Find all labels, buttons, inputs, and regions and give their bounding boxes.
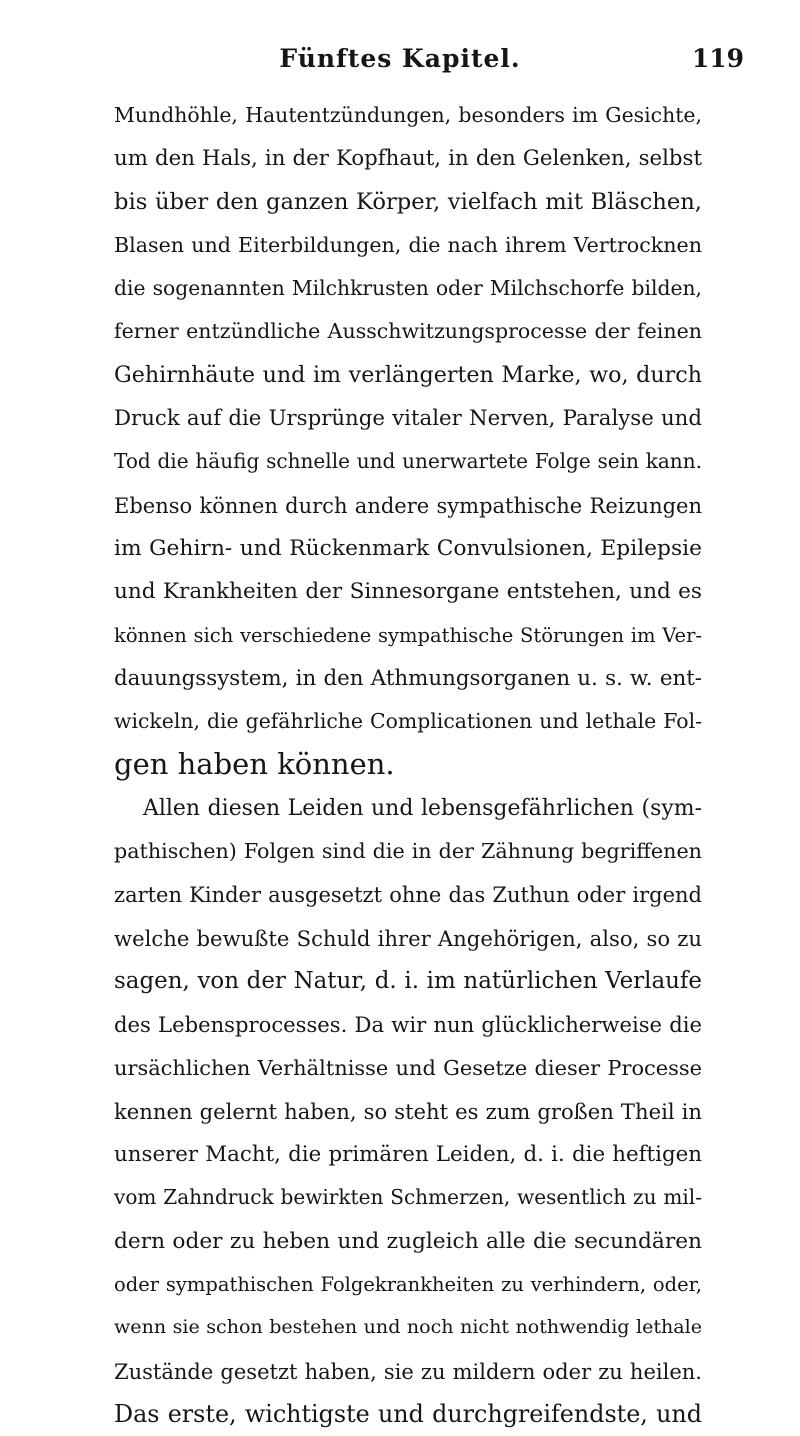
text-line: des Lebensprocesses. Da wir nun glücklicherweise die — [114, 1012, 702, 1038]
text-line: können sich verschiedene sympathische Störungen im Ver- — [114, 623, 702, 647]
text-line: dauungssystem, in den Athmungsorganen u. s. w. ent- — [114, 665, 702, 691]
text-line: Das erste, wichtigste und durchgreifendste, und — [114, 1399, 702, 1428]
text-line: im Gehirn- und Rückenmark Convulsionen, Epilepsie — [114, 535, 702, 561]
text-line: Druck auf die Ursprünge vitaler Nerven, Paralyse und — [114, 406, 702, 432]
text-line: welche bewußte Schuld ihrer Angehörigen, also, so zu — [114, 925, 702, 951]
text-line: vom Zahndruck bewirkten Schmerzen, wesentlich zu mil- — [114, 1185, 702, 1210]
text-line: die sogenannten Milchkrusten oder Milchschorfe bilden, — [114, 276, 702, 301]
paragraph-start-line: Allen diesen Leiden und lebensgefährlichen (sym- — [143, 795, 702, 821]
text-line: kennen gelernt haben, so steht es zum großen Theil in — [114, 1098, 702, 1124]
text-line: Zustände gesetzt haben, sie zu mildern oder zu heilen. — [114, 1358, 702, 1384]
text-line: pathischen) Folgen sind die in der Zähnung begriffenen — [114, 839, 702, 864]
body-text — [114, 94, 702, 1436]
text-line: wenn sie schon bestehen und noch nicht nothwendig lethale — [114, 1316, 702, 1339]
text-line: unserer Macht, die primären Leiden, d. i. die heftigen — [114, 1142, 702, 1168]
text-line: dern oder zu heben und zugleich alle die secundären — [114, 1228, 702, 1254]
text-line: ursächlichen Verhältnisse und Gesetze dieser Processe — [114, 1055, 702, 1080]
text-line: Gehirnhäute und im verlängerten Marke, wo, durch — [114, 361, 702, 388]
text-line: Mundhöhle, Hautentzündungen, besonders im Gesichte, — [114, 103, 702, 127]
running-head: Fünftes Kapitel. — [279, 44, 521, 73]
text-line: wickeln, die gefährliche Complicationen und lethale Fol- — [114, 709, 702, 734]
text-line: oder sympathischen Folgekrankheiten zu verhindern, oder, — [114, 1273, 702, 1297]
text-line: um den Hals, in der Kopfhaut, in den Gelenken, selbst — [114, 146, 702, 172]
text-line: Blasen und Eiterbildungen, die nach ihrem Vertrocknen — [114, 232, 702, 257]
text-line: Ebenso können durch andere sympathische Reizungen — [114, 492, 702, 518]
page-number: 119 — [691, 44, 744, 73]
page-header — [0, 44, 800, 84]
text-line: zarten Kinder ausgesetzt ohne das Zuthun oder irgend — [114, 882, 702, 908]
paragraph-end-line: gen haben können. — [114, 747, 395, 782]
text-line: ferner entzündliche Ausschwitzungsprocesse der feinen — [114, 319, 702, 344]
text-line: sagen, von der Natur, d. i. im natürlichen Verlaufe — [114, 967, 702, 994]
text-line: Tod die häufig schnelle und unerwartete Folge sein kann. — [114, 449, 702, 474]
text-line: und Krankheiten der Sinnesorgane entstehen, und es — [114, 579, 702, 605]
text-line: bis über den ganzen Körper, vielfach mit Bläschen, — [114, 188, 702, 215]
